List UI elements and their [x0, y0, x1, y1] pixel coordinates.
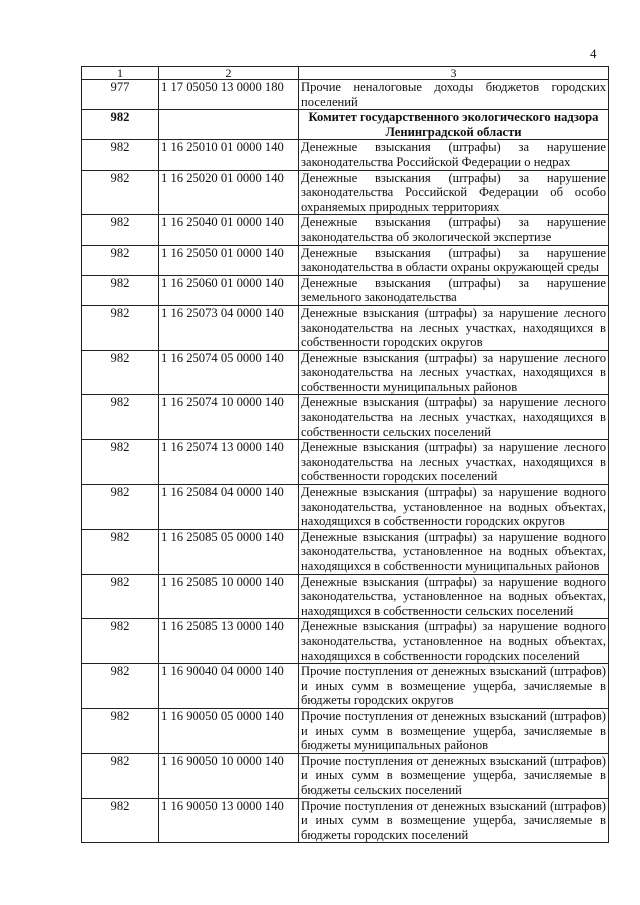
administrator-code-cell: 982 [82, 350, 159, 395]
revenue-description-cell: Комитет государственного экологического надзора Ленинградской области [299, 110, 609, 140]
revenue-description-cell: Прочие поступления от денежных взысканий (штрафов) и иных сумм в возмещение ущерба, зачисляемые в бюджеты городских поселений [299, 798, 609, 843]
budget-classification-code-cell: 1 16 25060 01 0000 140 [159, 275, 299, 305]
table-row [82, 529, 609, 574]
budget-classification-code-cell: 1 16 25085 10 0000 140 [159, 574, 299, 619]
budget-classification-code-cell: 1 16 25074 05 0000 140 [159, 350, 299, 395]
administrator-code-cell: 982 [82, 305, 159, 350]
budget-classification-code-cell: 1 16 90050 13 0000 140 [159, 798, 299, 843]
administrator-code-cell: 982 [82, 664, 159, 709]
table-row [82, 753, 609, 798]
administrator-code-cell: 982 [82, 574, 159, 619]
budget-classification-code-cell: 1 17 05050 13 0000 180 [159, 80, 299, 110]
administrator-code-cell: 982 [82, 440, 159, 485]
column-number: 2 [159, 67, 299, 80]
administrator-code-cell: 982 [82, 753, 159, 798]
revenue-description-cell: Прочие поступления от денежных взысканий (штрафов) и иных сумм в возмещение ущерба, зачисляемые в бюджеты городских округов [299, 664, 609, 709]
revenue-description-cell: Прочие поступления от денежных взысканий (штрафов) и иных сумм в возмещение ущерба, зачисляемые в бюджеты муниципальных районов [299, 708, 609, 753]
table-row [82, 440, 609, 485]
table-row [82, 245, 609, 275]
administrator-code-cell: 982 [82, 798, 159, 843]
revenue-description-cell: Прочие поступления от денежных взысканий (штрафов) и иных сумм в возмещение ущерба, зачисляемые в бюджеты сельских поселений [299, 753, 609, 798]
column-number: 3 [299, 67, 609, 80]
revenue-description-cell: Денежные взыскания (штрафы) за нарушение законодательства Российской Федерации об особо охраняемых природных территориях [299, 170, 609, 215]
administrator-code-cell: 982 [82, 140, 159, 170]
budget-classification-code-cell: 1 16 25050 01 0000 140 [159, 245, 299, 275]
administrator-code-cell: 982 [82, 170, 159, 215]
revenue-description-cell: Прочие неналоговые доходы бюджетов городских поселений [299, 80, 609, 110]
budget-classification-code-cell: 1 16 25010 01 0000 140 [159, 140, 299, 170]
revenue-description-cell: Денежные взыскания (штрафы) за нарушение лесного законодательства на лесных участках, находящихся в собственности городских округов [299, 305, 609, 350]
revenue-description-cell: Денежные взыскания (штрафы) за нарушение лесного законодательства на лесных участках, находящихся в собственности городских поселений [299, 440, 609, 485]
page-number: 4 [590, 46, 597, 61]
administrator-code-cell: 982 [82, 708, 159, 753]
budget-classification-code-cell: 1 16 90050 05 0000 140 [159, 708, 299, 753]
column-number: 1 [82, 67, 159, 80]
administrator-code-cell: 982 [82, 619, 159, 664]
table-row [82, 275, 609, 305]
budget-classification-code-cell: 1 16 90050 10 0000 140 [159, 753, 299, 798]
administrator-code-cell: 982 [82, 275, 159, 305]
table-row [82, 664, 609, 709]
table-row [82, 140, 609, 170]
budget-classification-code-cell: 1 16 25084 04 0000 140 [159, 485, 299, 530]
table-row [82, 350, 609, 395]
revenue-description-cell: Денежные взыскания (штрафы) за нарушение законодательства в области охраны окружающей среды [299, 245, 609, 275]
budget-classification-code-cell: 1 16 25074 13 0000 140 [159, 440, 299, 485]
table-row [82, 215, 609, 245]
budget-classification-code-cell: 1 16 25040 01 0000 140 [159, 215, 299, 245]
revenue-description-cell: Денежные взыскания (штрафы) за нарушение водного законодательства, установленное на водных объектах, находящихся в собственности городских поселений [299, 619, 609, 664]
table-row [82, 110, 609, 140]
revenue-description-cell: Денежные взыскания (штрафы) за нарушение лесного законодательства на лесных участках, находящихся в собственности сельских поселений [299, 395, 609, 440]
administrator-code-cell: 982 [82, 245, 159, 275]
table-row [82, 395, 609, 440]
budget-classification-code-cell: 1 16 25074 10 0000 140 [159, 395, 299, 440]
revenue-description-cell: Денежные взыскания (штрафы) за нарушение водного законодательства, установленное на водных объектах, находящихся в собственности сельских поселений [299, 574, 609, 619]
table-row [82, 798, 609, 843]
administrator-code-cell: 982 [82, 529, 159, 574]
administrator-code-cell: 982 [82, 485, 159, 530]
revenue-description-cell: Денежные взыскания (штрафы) за нарушение водного законодательства, установленное на водных объектах, находящихся в собственности городских округов [299, 485, 609, 530]
administrator-code-cell: 982 [82, 215, 159, 245]
table-row [82, 80, 609, 110]
budget-classification-code-cell: 1 16 25073 04 0000 140 [159, 305, 299, 350]
column-number-row [82, 67, 609, 80]
table-row [82, 574, 609, 619]
revenue-description-cell: Денежные взыскания (штрафы) за нарушение лесного законодательства на лесных участках, находящихся в собственности муниципальных районов [299, 350, 609, 395]
revenue-description-cell: Денежные взыскания (штрафы) за нарушение законодательства об экологической экспертизе [299, 215, 609, 245]
revenue-description-cell: Денежные взыскания (штрафы) за нарушение законодательства Российской Федерации о недрах [299, 140, 609, 170]
budget-classification-code-cell: 1 16 25020 01 0000 140 [159, 170, 299, 215]
budget-classification-code-cell [159, 110, 299, 140]
table-row [82, 708, 609, 753]
budget-classification-code-cell: 1 16 90040 04 0000 140 [159, 664, 299, 709]
table-row [82, 305, 609, 350]
table-row [82, 170, 609, 215]
administrator-code-cell: 982 [82, 110, 159, 140]
table-row [82, 485, 609, 530]
budget-classification-code-cell: 1 16 25085 13 0000 140 [159, 619, 299, 664]
revenue-description-cell: Денежные взыскания (штрафы) за нарушение земельного законодательства [299, 275, 609, 305]
administrator-code-cell: 977 [82, 80, 159, 110]
revenue-codes-table [81, 66, 609, 843]
budget-classification-code-cell: 1 16 25085 05 0000 140 [159, 529, 299, 574]
revenue-description-cell: Денежные взыскания (штрафы) за нарушение водного законодательства, установленное на водных объектах, находящихся в собственности муниципальных районов [299, 529, 609, 574]
table-row [82, 619, 609, 664]
administrator-code-cell: 982 [82, 395, 159, 440]
